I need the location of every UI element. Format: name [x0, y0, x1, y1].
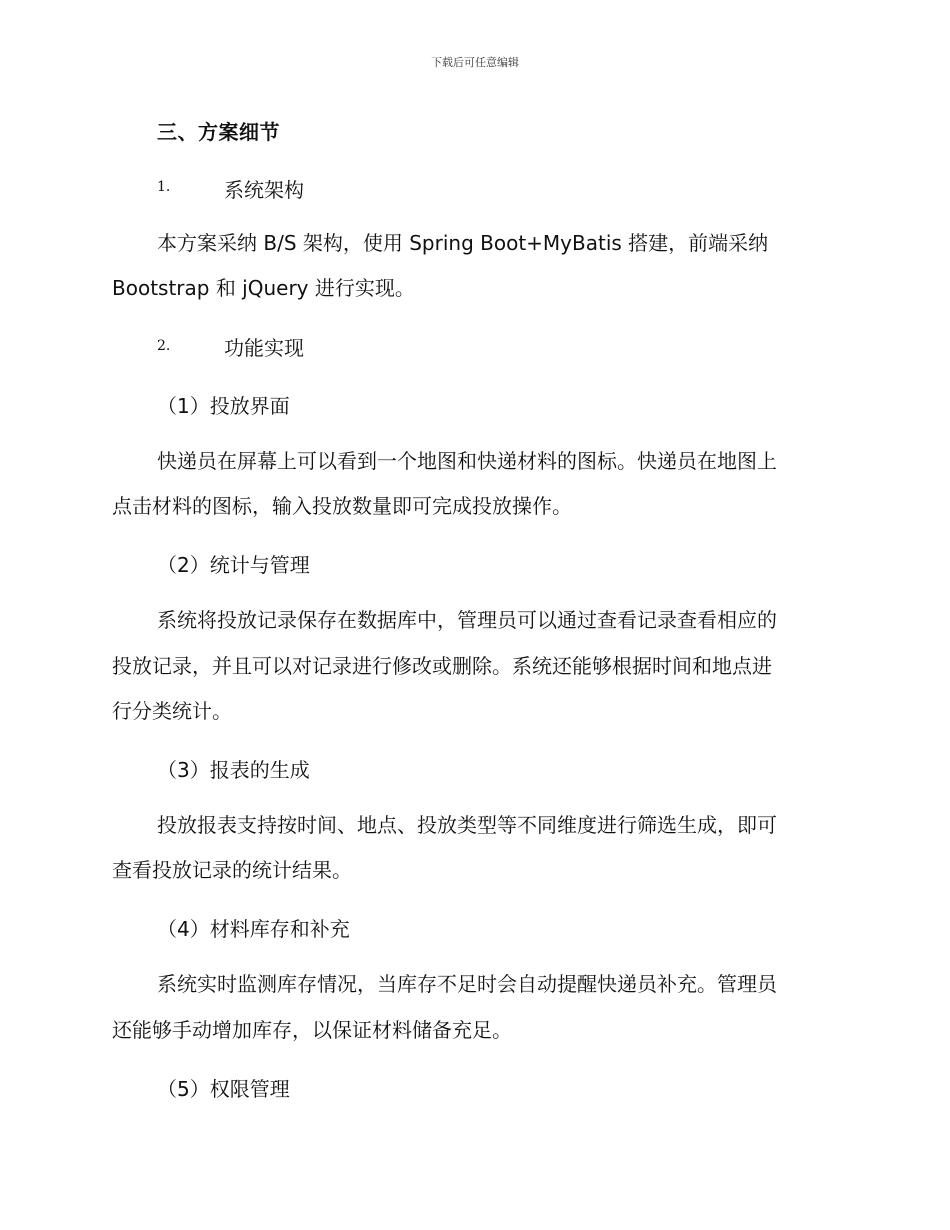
paragraph-line: 行分类统计。	[112, 699, 232, 723]
item-number: 1.	[157, 179, 171, 195]
subsection-title: （1）投放界面	[157, 394, 290, 418]
subsection-title: （4）材料库存和补充	[157, 917, 350, 941]
paragraph-line: 快递员在屏幕上可以看到一个地图和快递材料的图标。快递员在地图上	[157, 449, 777, 473]
page-header: 下载后可任意编辑	[431, 56, 519, 69]
paragraph-line: 系统实时监测库存情况，当库存不足时会自动提醒快递员补充。管理员	[157, 972, 777, 996]
paragraph-line: 系统将投放记录保存在数据库中，管理员可以通过查看记录查看相应的	[157, 608, 777, 632]
paragraph-line: 投放记录，并且可以对记录进行修改或删除。系统还能够根据时间和地点进	[112, 654, 772, 678]
subsection-title: （3）报表的生成	[157, 758, 310, 782]
subsection-title: （2）统计与管理	[157, 553, 310, 577]
item-title: 系统架构	[224, 178, 304, 202]
paragraph-line: 点击材料的图标，输入投放数量即可完成投放操作。	[112, 494, 572, 518]
section-title: 三、方案细节	[157, 120, 280, 144]
paragraph-line: 本方案采纳 B/S 架构，使用 Spring Boot+MyBatis 搭建，前端采纳	[157, 231, 769, 255]
paragraph-line: Bootstrap 和 jQuery 进行实现。	[112, 276, 415, 300]
item-title: 功能实现	[224, 336, 304, 360]
item-number: 2.	[157, 338, 171, 354]
paragraph-line: 查看投放记录的统计结果。	[112, 858, 352, 882]
paragraph-line: 还能够手动增加库存，以保证材料储备充足。	[112, 1018, 512, 1042]
paragraph-line: 投放报表支持按时间、地点、投放类型等不同维度进行筛选生成，即可	[157, 813, 777, 837]
subsection-title: （5）权限管理	[157, 1077, 290, 1101]
